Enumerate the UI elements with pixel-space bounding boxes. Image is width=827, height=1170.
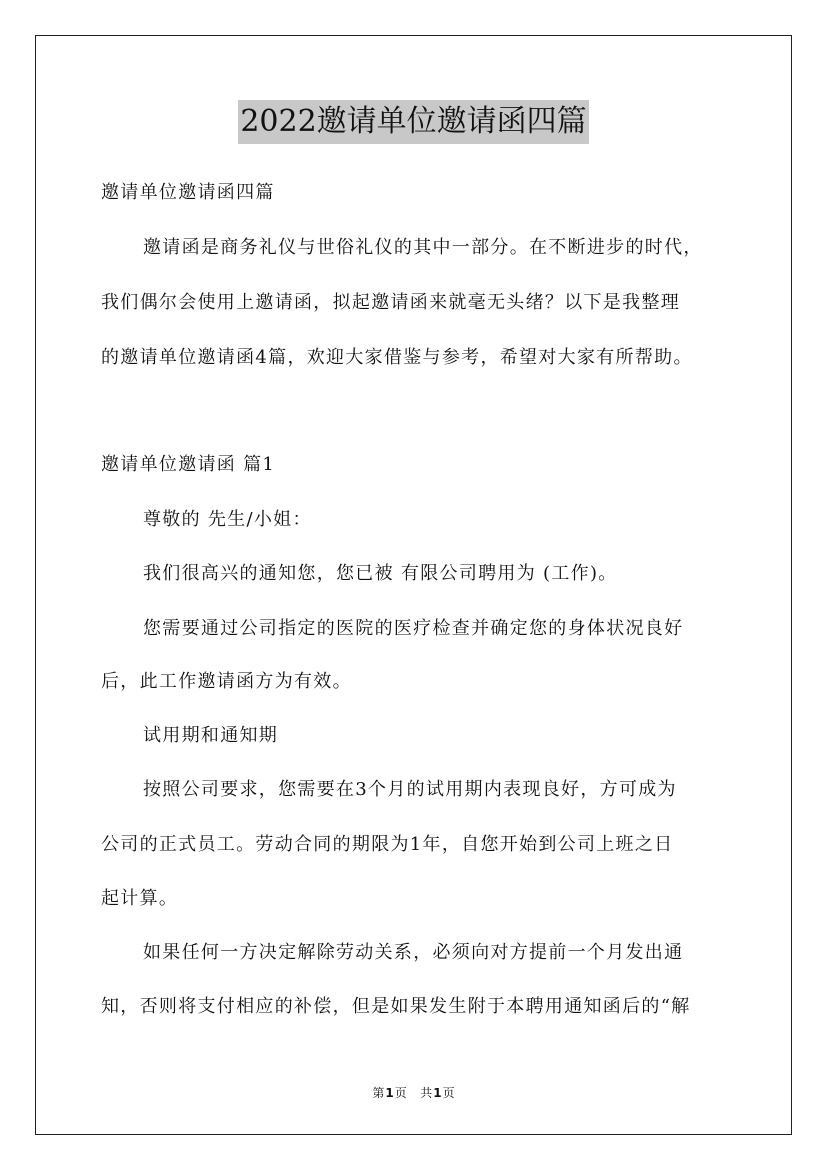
salutation-line: 尊敬的 先生/小姐：: [143, 509, 312, 530]
intro-line-2: 我们偶尔会使用上邀请函，拟起邀请函来就毫无头绪？以下是我整理: [101, 292, 680, 313]
page-prefix: 第: [372, 1086, 385, 1100]
body-line-3: 后，此工作邀请函方为有效。: [101, 671, 352, 692]
page-footer: [0, 1085, 827, 1101]
document-title: 2022邀请单位邀请函四篇: [238, 100, 588, 144]
body-line-2: 您需要通过公司指定的医院的医疗检查并确定您的身体状况良好: [143, 618, 684, 639]
body-line-4: 按照公司要求，您需要在3个月的试用期内表现良好，方可成为: [143, 779, 677, 800]
document-subtitle: 邀请单位邀请函四篇: [101, 182, 275, 203]
body-line-8: 知，否则将支付相应的补偿，但是如果发生附于本聘用通知函后的“解: [101, 996, 691, 1017]
total-prefix: 共: [420, 1086, 433, 1100]
body-line-1: 我们很高兴的通知您，您已被 有限公司聘用为 (工作)。: [143, 563, 618, 584]
total-pages: 1: [433, 1086, 442, 1100]
intro-line-3: 的邀请单位邀请函4篇，欢迎大家借鉴与参考，希望对大家有所帮助。: [101, 347, 693, 368]
body-line-7: 如果任何一方决定解除劳动关系，必须向对方提前一个月发出通: [143, 942, 684, 963]
title-wrap: [0, 100, 827, 144]
page-suffix: 页: [394, 1086, 407, 1100]
page-number: 1: [385, 1086, 394, 1100]
section-heading: 邀请单位邀请函 篇1: [101, 454, 276, 475]
section-subheading: 试用期和通知期: [143, 725, 279, 746]
body-line-6: 起计算。: [101, 888, 179, 909]
intro-line-1: 邀请函是商务礼仪与世俗礼仪的其中一部分。在不断进步的时代，: [143, 237, 703, 258]
total-suffix: 页: [442, 1086, 455, 1100]
body-line-5: 公司的正式员工。劳动合同的期限为1年，自您开始到公司上班之日: [101, 834, 674, 855]
